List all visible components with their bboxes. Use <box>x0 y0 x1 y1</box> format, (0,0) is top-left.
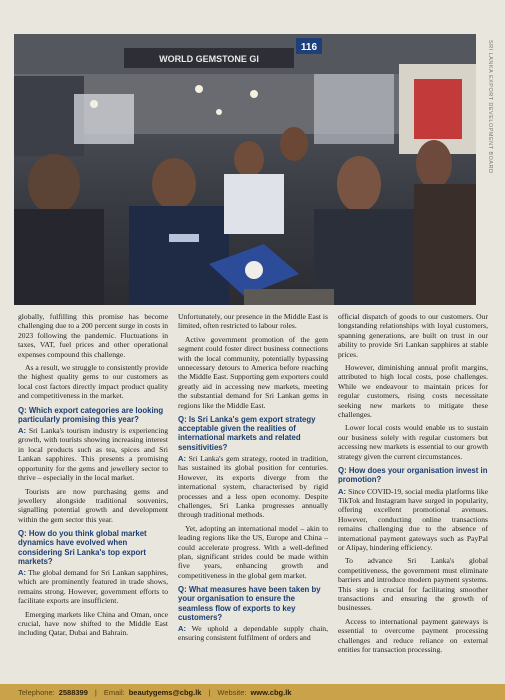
footer-separator: | <box>208 687 211 697</box>
answer-text: We uphold a dependable supply chain, ensuring consistent fulfilment of orders and <box>178 623 328 643</box>
question: Q: How does your organisation invest in promotion? <box>338 466 488 485</box>
answer <box>18 568 168 606</box>
column-2 <box>178 312 328 674</box>
question: Q: How do you think global market dynamics have evolved when considering Sri Lanka's top export markets? <box>18 529 147 566</box>
telephone-number: 2588399 <box>58 687 88 697</box>
paragraph: Unfortunately, our presence in the Middle East is limited, often restricted to labour roles. <box>178 312 328 331</box>
exhibition-photo <box>14 34 476 305</box>
paragraph: Active government promotion of the gem segment could foster direct business connections with the local community, potentially bypassing unnecessary detours to America before reaching the Middle East. Supporting gem exporters could greatly aid in accessing new markets, meeting the substantial demand for Sri Lankan gems in regions like the Middle East. <box>178 334 328 410</box>
question: Q: What measures have been taken by your organisation to ensure the seamless flow of exports to key customers? <box>178 585 321 622</box>
email-link[interactable]: beautygems@cbg.lk <box>128 687 202 697</box>
paragraph: globally, fulfilling this promise has become challenging due to a 200 percent surge in costs in 2023 following the pandemic. Fluctuations in taxes, VAT, fuel prices and other operational expenses compound this challenge. <box>18 312 168 359</box>
answer-label: A: <box>338 486 347 496</box>
paragraph: Emerging markets like China and Oman, once crucial, have now shifted to the Middle East including Qatar, Dubai and Bahrain. <box>18 609 168 638</box>
answer-label: A: <box>18 567 27 577</box>
paragraph: However, diminishing annual profit margins, attributed to high local costs, pose challenges. While we endeavour to maintain prices for regular customers, rising costs necessitate seeking new markets to mitigate these challenges. <box>338 363 488 420</box>
paragraph: As a result, we struggle to consistently provide the highest quality gems to our customers as local cost factors directly impact product quality and competitiveness in the market. <box>18 363 168 401</box>
website-label: Website: <box>217 687 247 697</box>
article-body <box>18 312 488 674</box>
answer <box>178 454 328 520</box>
paragraph: To advance Sri Lanka's global competitiveness, the government must eliminate barriers and introduce modern payment systems. This step is crucial for facilitating smoother transactions and ensuring the growth of businesses. <box>338 556 488 613</box>
paragraph: Tourists are now purchasing gems and jewellery alongside traditional souvenirs, signalling potential growth and development within the gem sector this year. <box>18 486 168 524</box>
paragraph: Lower local costs would enable us to sustain our business solely with regular customers but accessing new markets is essential to our growth strategy given the current circumstances. <box>338 423 488 461</box>
column-3 <box>338 312 488 674</box>
photo-credit: SRI LANKA EXPORT DEVELOPMENT BOARD <box>487 40 493 174</box>
answer-label: A: <box>18 426 27 436</box>
photo-scene <box>14 34 476 305</box>
paragraph: Yet, adopting an international model – akin to leading regions like the US, Europe and China – could accelerate progress. With a well-defined plan, significant strides could be made within five years, enhancing growth and competitiveness in the global gem market. <box>178 523 328 580</box>
question: Q: Is Sri Lanka's gem export strategy acceptable given the realities of international markets and related sensitivities? <box>178 415 316 452</box>
answer-text: The global demand for Sri Lankan sapphires, which are prominently featured in trade shows, remains strong. However, government efforts to facilitate exports are insufficient. <box>18 567 169 606</box>
answer-label: A: <box>178 453 187 463</box>
footer-separator: | <box>94 687 97 697</box>
email-label: Email: <box>103 687 125 697</box>
answer <box>18 426 168 482</box>
column-1 <box>18 312 168 674</box>
answer-text: Sri Lanka's tourism industry is experiencing growth, with tourists showing increasing interest in local products such as tea, spices and Sri Lankan sapphires. This presents a promising opportunity for the gems and jewellery sector to thrive – especially in the local market. <box>18 426 168 483</box>
banner-text: WORLD GEMSTONE GI <box>159 54 259 64</box>
answer <box>178 624 328 643</box>
question: Q: Which export categories are looking particularly promising this year? <box>18 405 164 424</box>
contact-footer <box>0 684 505 700</box>
booth-number: 116 <box>300 42 318 53</box>
answer-label: A: <box>178 623 187 633</box>
answer-text: Since COVID-19, social media platforms like TikTok and Instagram have surged in popularity, offering excellent promotional avenues. However, conducting online transactions remains challenging due to the absence of international payment gateways such as PayPal or Alipay, hindering efficiency. <box>338 486 488 552</box>
answer <box>338 487 488 553</box>
paragraph: Access to international payment gateways is essential to overcome payment processing challenges and reduce reliance on external entities for transaction processing. <box>338 616 488 654</box>
paragraph: official dispatch of goods to our customers. Our longstanding relationships with loyal customers, spanning generations, are built on trust in our ability to provide Sri Lankan sapphires at stable prices. <box>338 312 488 359</box>
answer-text: Sri Lanka's gem strategy, rooted in tradition, has sustained its global position for centuries. However, its exports diverge from the international system, characterised by rigid processes and a less open economy. Despite challenges, Sri Lanka progresses annually through traditional methods. <box>178 453 328 520</box>
website-link[interactable]: www.cbg.lk <box>250 687 292 697</box>
telephone-label: Telephone: <box>18 687 55 697</box>
